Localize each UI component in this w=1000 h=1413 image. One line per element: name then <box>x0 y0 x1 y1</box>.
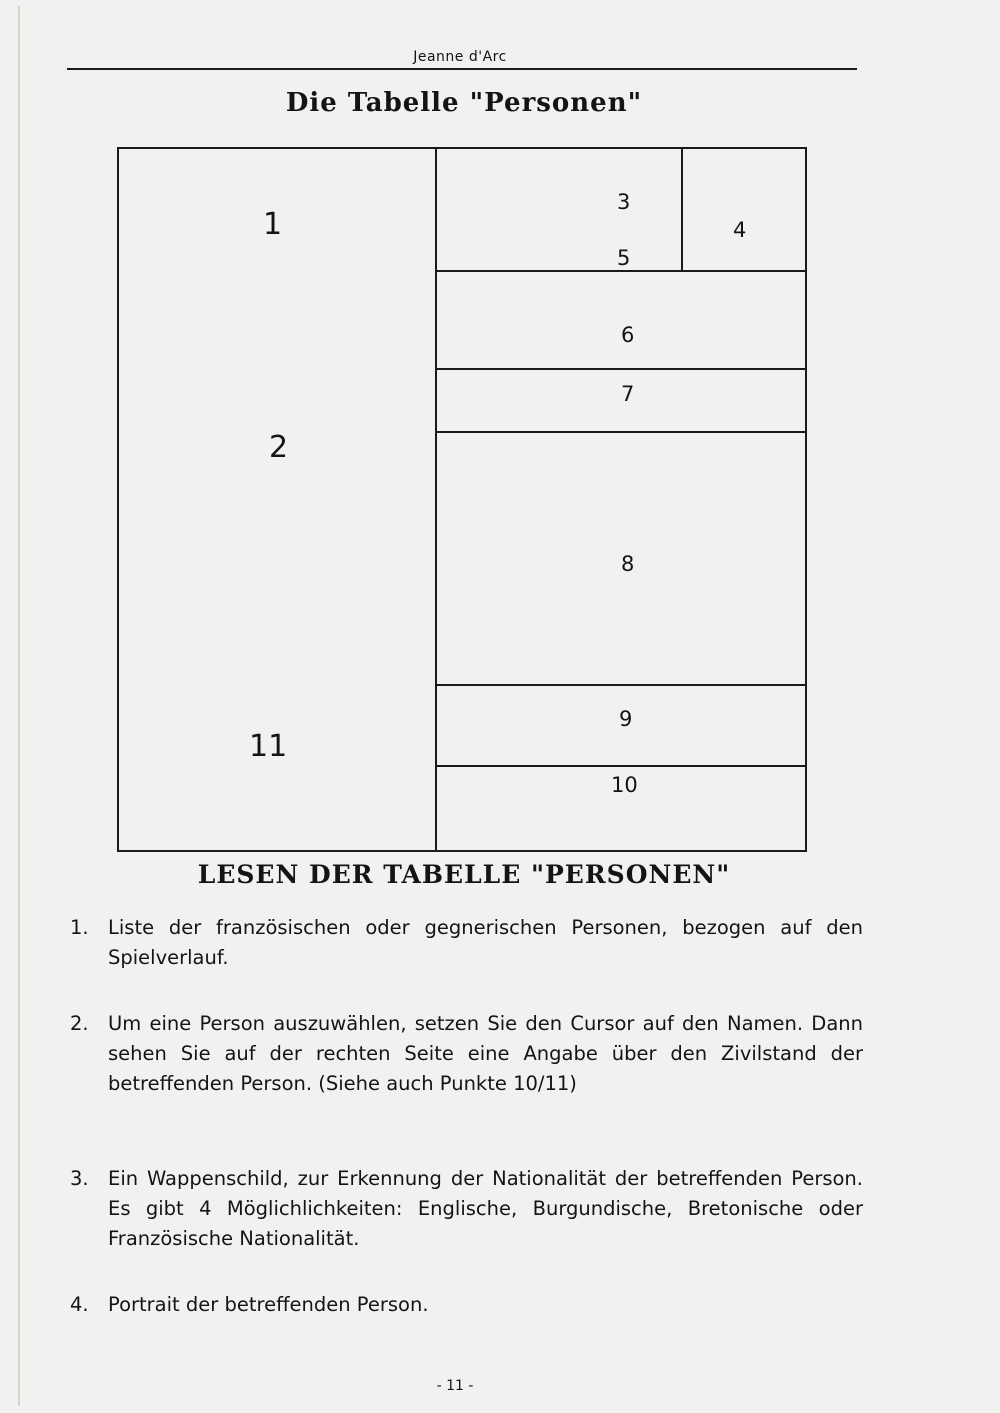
list-text: Ein Wappenschild, zur Erkennung der Nationalität der betreffenden Person. Es gibt 4 Möglichlichkeiten: Englische, Burgundische, Bretonische oder Französische Nationalität. <box>108 1167 863 1250</box>
label-4: 4 <box>733 218 747 242</box>
list-text: Portrait der betreffenden Person. <box>108 1293 429 1316</box>
page-number: - 11 - <box>436 1378 474 1394</box>
list-number: 4. <box>70 1293 89 1316</box>
label-8: 8 <box>621 552 635 576</box>
running-header: Jeanne d'Arc <box>413 49 507 65</box>
label-9: 9 <box>619 707 633 731</box>
list-text: Um eine Person auszuwählen, setzen Sie den Cursor auf den Namen. Dann sehen Sie auf der rechten Seite eine Angabe über den Zivilstand der betreffenden Person. (Siehe auch Punkte 10/11) <box>108 1012 863 1095</box>
label-3: 3 <box>617 190 631 214</box>
header-rule <box>67 68 857 70</box>
region-3-5 <box>435 147 683 272</box>
persons-table-diagram <box>117 147 807 852</box>
label-6: 6 <box>621 323 635 347</box>
label-10: 10 <box>611 773 638 797</box>
list-number: 2. <box>70 1012 89 1035</box>
label-5: 5 <box>617 246 631 270</box>
label-7: 7 <box>621 382 635 406</box>
section-subtitle: LESEN DER TABELLE "PERSONEN" <box>197 860 731 889</box>
page-title: Die Tabelle "Personen" <box>285 88 643 118</box>
list-text: Liste der französischen oder gegnerischen Personen, bezogen auf den Spielverlauf. <box>108 916 863 969</box>
list-number: 3. <box>70 1167 89 1190</box>
region-6 <box>435 270 807 370</box>
label-2: 2 <box>269 430 289 465</box>
list-number: 1. <box>70 916 89 939</box>
label-11: 11 <box>249 729 288 764</box>
label-1: 1 <box>263 207 283 242</box>
